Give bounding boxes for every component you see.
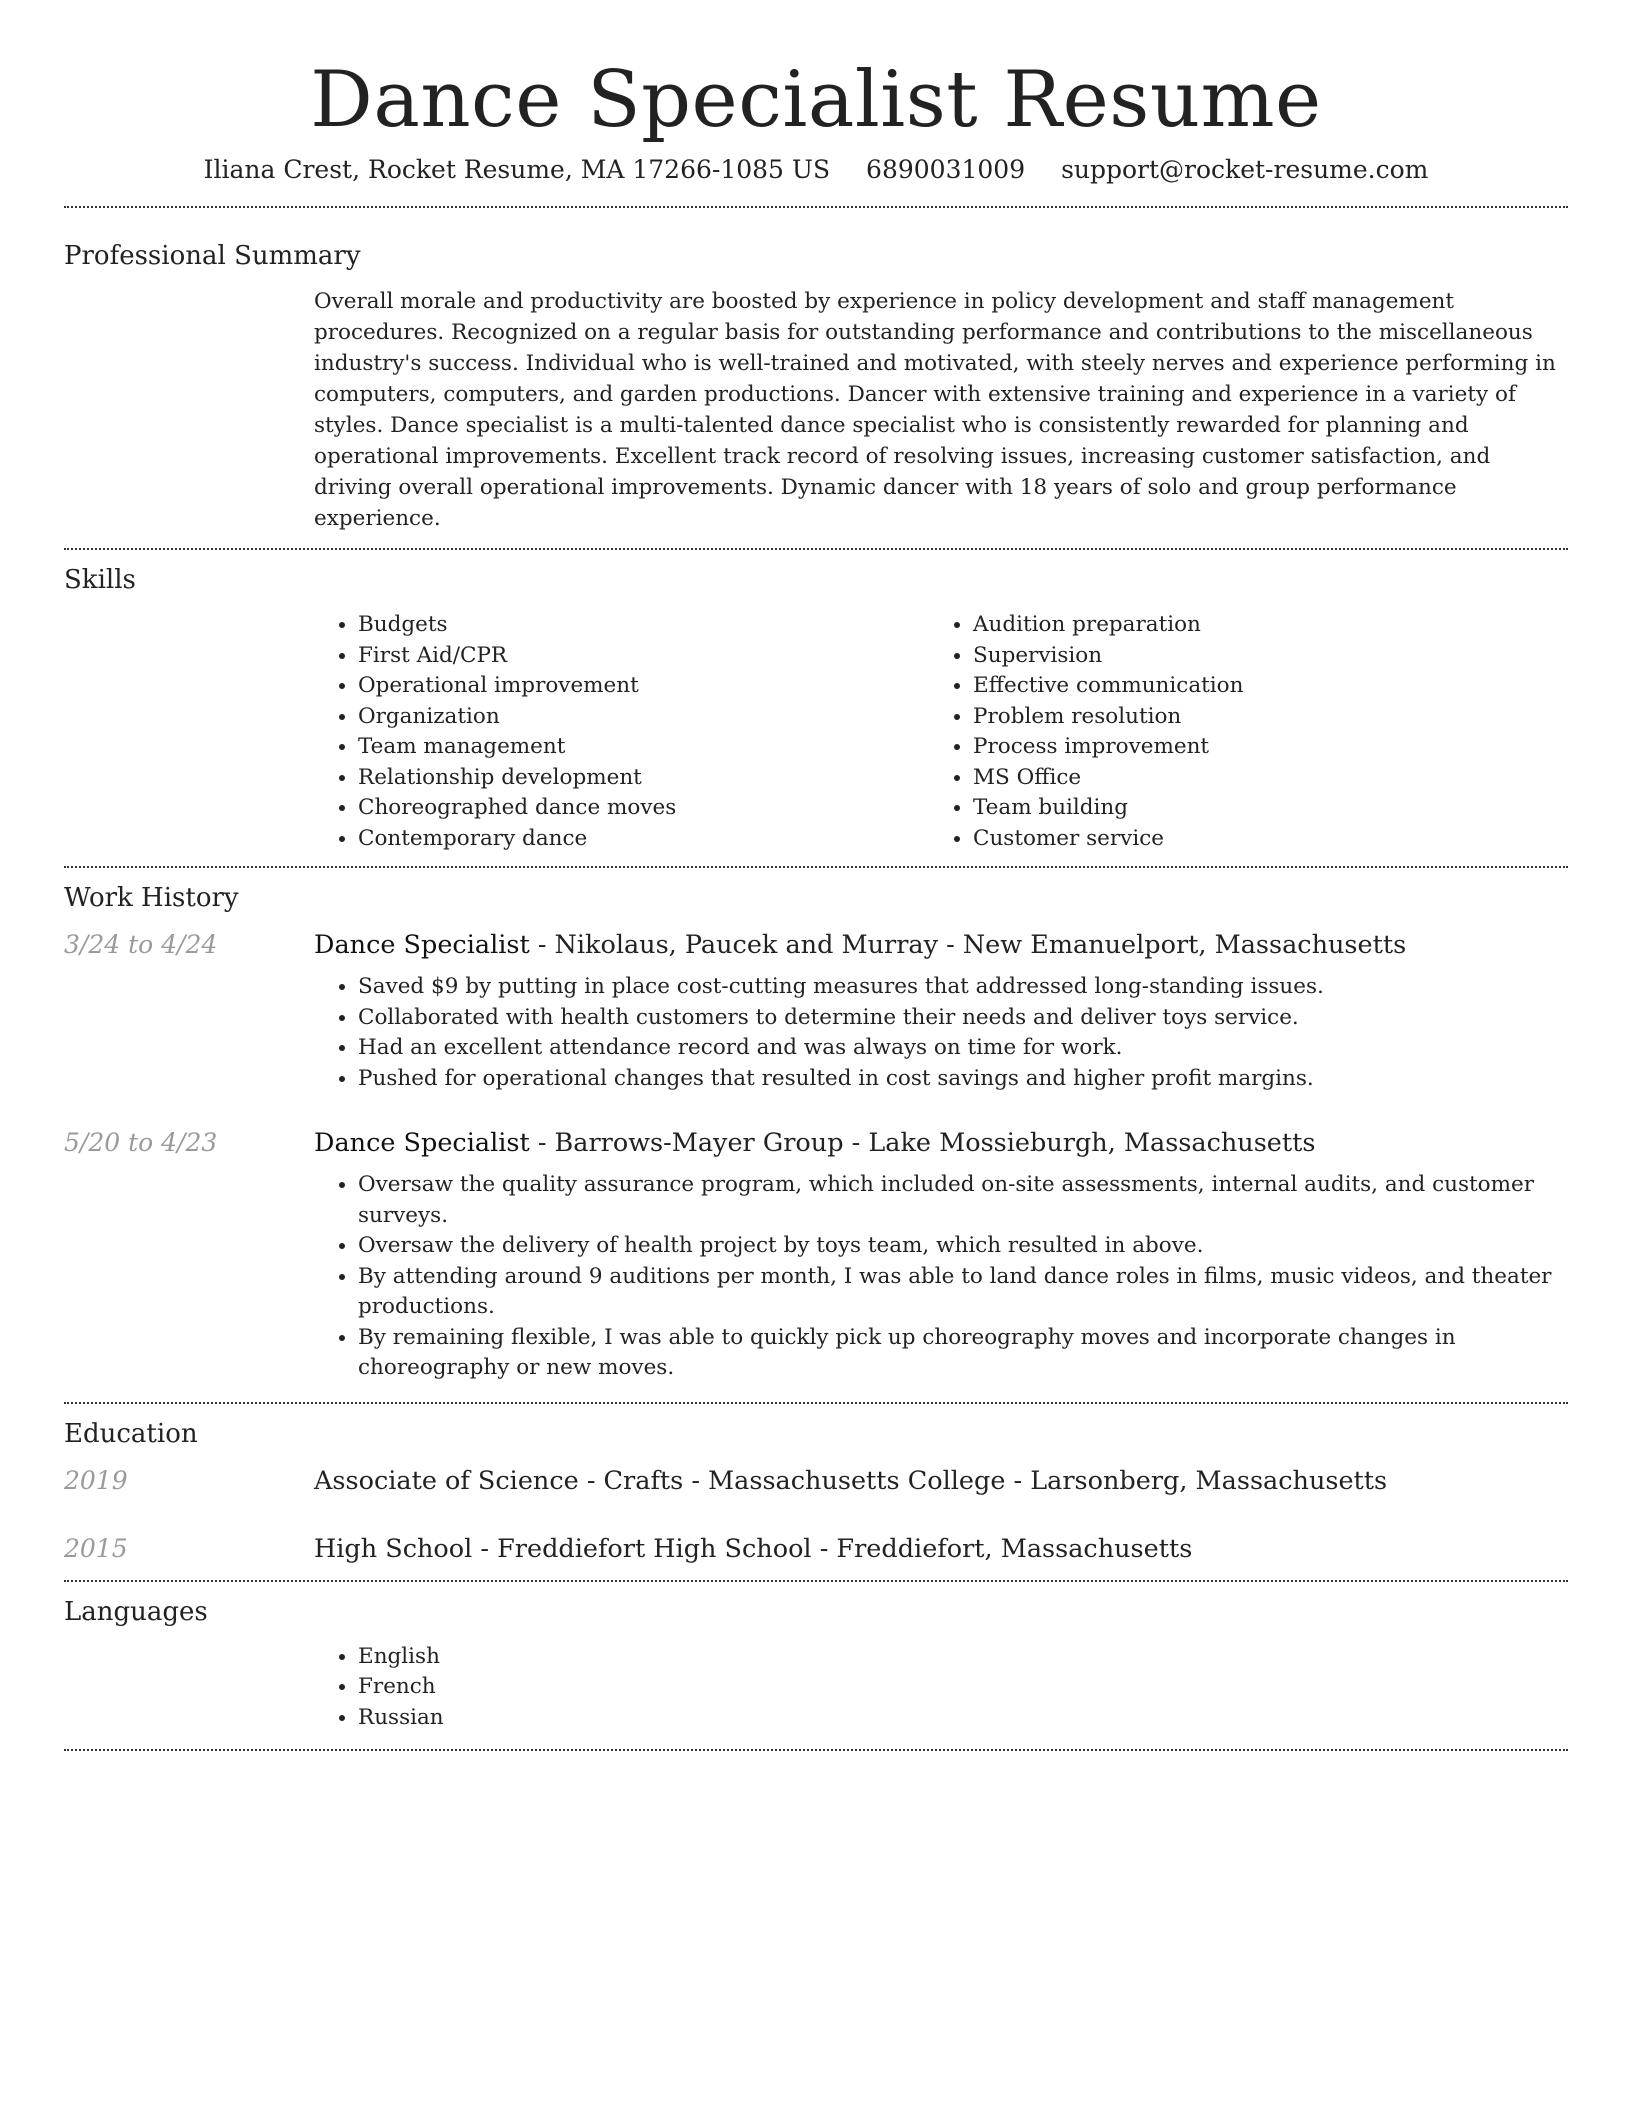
skill-item: • Budgets (358, 610, 929, 641)
job-bullet: • Had an excellent attendance record and was always on time for work. (358, 1033, 1568, 1064)
job-title: Dance Specialist (314, 1128, 530, 1158)
education-school: - Freddiefort High School - Freddiefort, Massachusetts (472, 1533, 1193, 1564)
education-year: 2015 (64, 1533, 128, 1563)
work-heading: Work History (64, 883, 239, 913)
job-bullet: • Pushed for operational changes that resulted in cost savings and higher profit margins. (358, 1064, 1568, 1095)
skills-section (64, 550, 1568, 866)
skills-list-left (314, 610, 929, 854)
skill-item: • Organization (358, 702, 929, 733)
job-title: Dance Specialist (314, 930, 530, 960)
language-item: • English (358, 1642, 1568, 1673)
job-title-line (314, 1126, 1568, 1160)
skills-heading: Skills (64, 565, 136, 595)
contact-phone: 6890031009 (866, 155, 1026, 184)
job-entry (64, 1094, 1568, 1402)
resume-title: Dance Specialist Resume (310, 55, 1322, 145)
work-section (64, 868, 1568, 1402)
skill-item: • Contemporary dance (358, 824, 929, 855)
job-dates: 3/24 to 4/24 (64, 930, 218, 959)
section-divider (64, 1749, 1568, 1751)
job-bullets (314, 962, 1568, 1094)
job-bullets (314, 1160, 1568, 1384)
skill-item: • Operational improvement (358, 671, 929, 702)
job-bullet: • By remaining flexible, I was able to quickly pick up choreography moves and incorporate changes in choreography or new moves. (358, 1323, 1568, 1384)
job-entry (64, 928, 1568, 1094)
languages-list (314, 1642, 1568, 1734)
skill-item: • Audition preparation (973, 610, 1544, 641)
language-item: • Russian (358, 1703, 1568, 1734)
job-bullet: • By attending around 9 auditions per month, I was able to land dance roles in films, music videos, and theater productions. (358, 1262, 1568, 1323)
skill-item: • Customer service (973, 824, 1544, 855)
skills-list-right (929, 610, 1544, 854)
contact-address: Iliana Crest, Rocket Resume, MA 17266-1085 US (203, 155, 831, 184)
skill-item: • Effective communication (973, 671, 1544, 702)
job-bullet: • Oversaw the quality assurance program, which included on-site assessments, internal audits, and customer surveys. (358, 1170, 1568, 1231)
languages-section (64, 1582, 1568, 1750)
resume-page (64, 0, 1568, 1751)
job-bullet: • Saved $9 by putting in place cost-cutting measures that addressed long-standing issues. (358, 972, 1568, 1003)
education-section (64, 1404, 1568, 1580)
job-company: - Nikolaus, Paucek and Murray - New Emanuelport, Massachusetts (529, 930, 1407, 960)
skill-item: • Choreographed dance moves (358, 793, 929, 824)
job-title-line (314, 928, 1568, 962)
skill-item: • Process improvement (973, 732, 1544, 763)
job-dates: 5/20 to 4/23 (64, 1128, 218, 1157)
languages-heading: Languages (64, 1596, 208, 1627)
skill-item: • Team building (973, 793, 1544, 824)
contact-line (64, 150, 1568, 206)
skill-item: • Supervision (973, 641, 1544, 672)
education-heading: Education (64, 1418, 198, 1449)
education-year: 2019 (64, 1465, 128, 1495)
job-company: - Barrows-Mayer Group - Lake Mossieburgh, Massachusetts (529, 1128, 1316, 1158)
skill-item: • Relationship development (358, 763, 929, 794)
education-degree: High School (314, 1533, 473, 1564)
job-bullet: • Oversaw the delivery of health project by toys team, which resulted in above. (358, 1231, 1568, 1262)
skill-item: • MS Office (973, 763, 1544, 794)
education-entry (64, 1464, 1568, 1498)
job-bullet: • Collaborated with health customers to determine their needs and deliver toys service. (358, 1003, 1568, 1034)
contact-email: support@rocket-resume.com (1061, 155, 1429, 184)
education-entry (64, 1498, 1568, 1580)
skill-item: • First Aid/CPR (358, 641, 929, 672)
education-school: - Massachusetts College - Larsonberg, Massachusetts (683, 1465, 1388, 1496)
language-item: • French (358, 1672, 1568, 1703)
education-degree: Associate of Science - Crafts (314, 1465, 684, 1496)
skill-item: • Team management (358, 732, 929, 763)
summary-heading: Professional Summary (64, 241, 361, 271)
summary-section (64, 208, 1568, 548)
skill-item: • Problem resolution (973, 702, 1544, 733)
summary-text: Overall morale and productivity are boosted by experience in policy development and staff management procedures. Recognized on a regular basis for outstanding performance and contributions to the miscellaneous industry's success. Individual who is well-trained and motivated, with steely nerves and experience performing in computers, computers, and garden productions. Dancer with extensive training and experience in a variety of styles. Dance specialist is a multi-talented dance specialist who is consistently rewarded for planning and operational improvements. Excellent track record of resolving issues, increasing customer satisfaction, and driving overall operational improvements. Dynamic dancer with 18 years of solo and group performance experience. (314, 289, 1556, 531)
